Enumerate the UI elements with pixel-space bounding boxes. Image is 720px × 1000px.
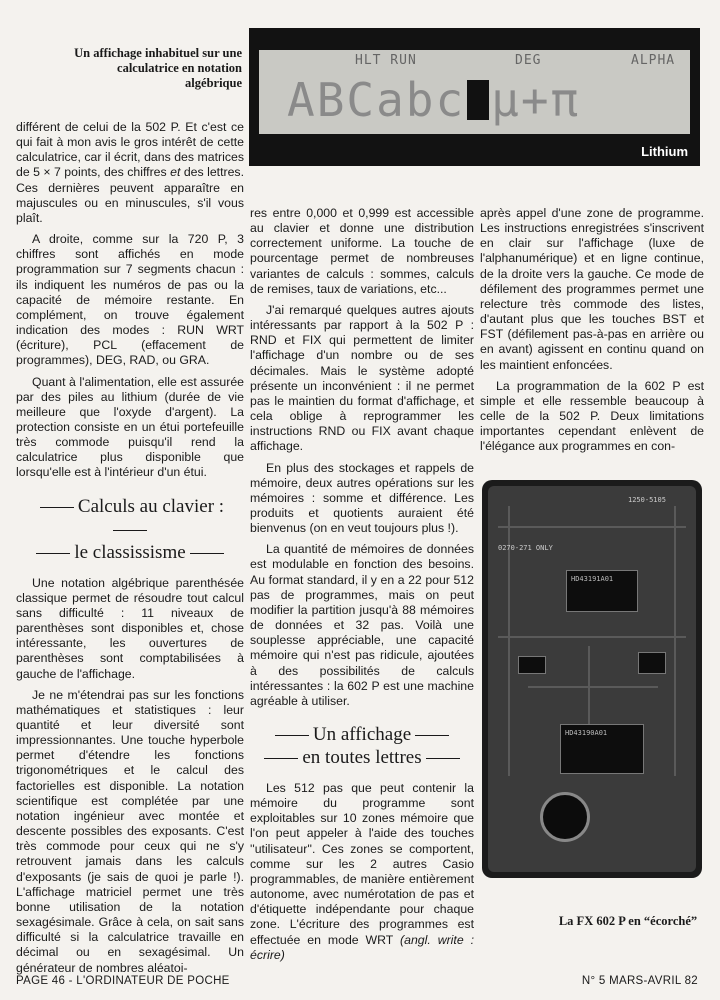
footer-right: N° 5 MARS-AVRIL 82	[581, 975, 698, 987]
lcd-mode-run: HLT RUN	[355, 53, 417, 68]
paragraph: après appel d'une zone de programme. Les instructions enregistrées s'inscrivent en clair sur l'affichage (luxe de l'alphanumérique) et en ligne continue, de la droite vers la gauche. Ce mode de défilement des programmes permet une relecture très commode des listes, d'autant plus que les touches BST et FST (défilement pas-à-pas en arrière ou en avant) agissent en continu quand on les maintient enfoncées.	[480, 206, 704, 372]
buzzer-disc	[540, 792, 590, 842]
paragraph: J'ai remarqué quelques autres ajouts intéressants par rapport à la 502 P : RND et FIX qui permettent de limiter l'affichage d'un nombre ou de ses décimales. Mais le système adopté présente un inconvénient : il ne permet pas le maintien du format d'affichage, et cela oblige à reprogrammer les instructions RND ou FIX avant chaque affichage.	[250, 302, 474, 454]
section-heading-calculs: Calculs au clavier : le classissisme	[16, 495, 244, 564]
paragraph: Les 512 pas que peut contenir la mémoire du programme sont exploitables sur 10 zones mémoire que l'on peut appeler à l'aide des touches ''utilisateur''. Ces zones se comportent, comme sur les 2 autres Casio programmables, de manière entièrement autonome, avec numérotation de pas et d'étiquette indépendante pour chaque zone. L'écriture des programmes est effectuée en mode WRT (angl. write : écrire)	[250, 781, 474, 962]
paragraph: res entre 0,000 et 0,999 est accessible au clavier et donne une distribution correctement uniforme. La touche de pourcentage permet de nombreuses variantes de calculs : sommes, calculs de remises, taux de variations, etc...	[250, 206, 474, 296]
paragraph: Quant à l'alimentation, elle est assurée par des piles au lithium (durée de vie meilleure que l'oxyde d'argent). La protection consiste en un étui portefeuille très commode puisqu'il rend la calculatrice plus disponible que lorsqu'elle est à l'intérieur d'un étui.	[16, 374, 244, 480]
paragraph: différent de celui de la 502 P. Et c'est ce qui fait à mon avis le gros intérêt de cette calculatrice, car il écrit, dans des matrices de 5 × 7 points, des chiffres et des lettres. Ces dernières peuvent apparaître en majuscules ou en minuscules, s'il vous plaît.	[16, 120, 244, 225]
lithium-label: Lithium	[641, 144, 688, 159]
small-chip	[518, 656, 546, 674]
circuit-board	[488, 486, 696, 872]
paragraph: Une notation algébrique parenthésée classique permet de résoudre tout calcul sans difficulté : 11 niveaux de parenthèses sont disponibles et, chose intéressante, les ouvertures de parenthèses sont comptabilisées à gauche de l'affichage.	[16, 575, 244, 681]
board-caption: La FX 602 P en “écorché”	[558, 914, 698, 928]
paragraph: En plus des stockages et rappels de mémoire, deux autres opérations sur les mémoires : somme et différence. Les produits et quotients auraient été bienvenus (on en veut toujours plus !).	[250, 460, 474, 536]
lcd-mode-alpha: ALPHA	[631, 53, 676, 68]
paragraph: La quantité de mémoires de données est modulable en fonction des besoins. Au format standard, il y en a 22 pour 512 pas de programmes, mais on peut modifier la partition jusqu'à 88 mémoires de données et 32 pas. Voilà une souplesse appréciable, une capacité mémoire qui n'est pas ridicule, ajoutées à des possibilités de calculs intéressantes : la 602 P est une machine agréable à utiliser.	[250, 542, 474, 708]
photo-caption-top: Un affichage inhabituel sur une calculatrice en notation algébrique	[74, 46, 242, 90]
column-2	[250, 206, 474, 963]
paragraph: Je ne m'étendrai pas sur les fonctions mathématiques et statistiques : leur quantité et leur diversité sont impressionnantes. Une touche hyperbole permet d'étendre les fonctions trigonométriques et le calcul des factorielles est disponible. La notation scientifique est complétée par une notation ingénieur avec montée et descente possibles des exposants. C'est très commode pour ceux qui ne s'y retrouvent jamais dans les calculs d'exposants (je sais de quoi je parle !). L'affichage matriciel permet une très bonne utilisation de la notation sexagésimale. Grâce à cela, on sait sans difficulté si la calculatrice travaille en décimal ou en sexagésimal. Un générateur de nombres aléatoi-	[16, 687, 244, 975]
column-3	[480, 206, 704, 455]
lcd-text-left: ABCabc	[287, 73, 466, 127]
board-label-top: 1250-5105	[628, 496, 666, 504]
lcd-display-photo	[249, 28, 700, 166]
lcd-screen	[259, 50, 690, 134]
board-label-mid: 0270-271 ONLY	[498, 544, 553, 552]
paragraph: La programmation de la 602 P est simple et elle ressemble beaucoup à celle de la 502 P. Deux limitations importantes cependant enlèvent de l'élégance aux programmes en con-	[480, 378, 704, 454]
lcd-mode-deg: DEG	[515, 53, 542, 68]
paragraph: A droite, comme sur la 720 P, 3 chiffres sont affichés en mode programmation sur 7 segments chacun : ils indiquent les numéros de pas ou la capacité de mémoire restante. En complément, on trouve également indication des modes : RUN WRT (écriture), PCL (effacement de programmes), DEG, RAD, ou GRA.	[16, 232, 244, 368]
chip-2: HD43190A01	[560, 724, 644, 774]
lcd-cursor-block	[467, 80, 489, 120]
lcd-text-right: µ+π	[491, 73, 581, 127]
lcd-characters	[287, 75, 580, 125]
small-chip	[638, 652, 666, 674]
column-1	[16, 120, 244, 976]
circuit-board-photo	[482, 480, 702, 878]
section-heading-affichage: Un affichage en toutes lettres	[250, 723, 474, 769]
chip-1: HD43191A01	[566, 570, 638, 612]
footer-left: PAGE 46 - L'ORDINATEUR DE POCHE	[16, 975, 230, 987]
